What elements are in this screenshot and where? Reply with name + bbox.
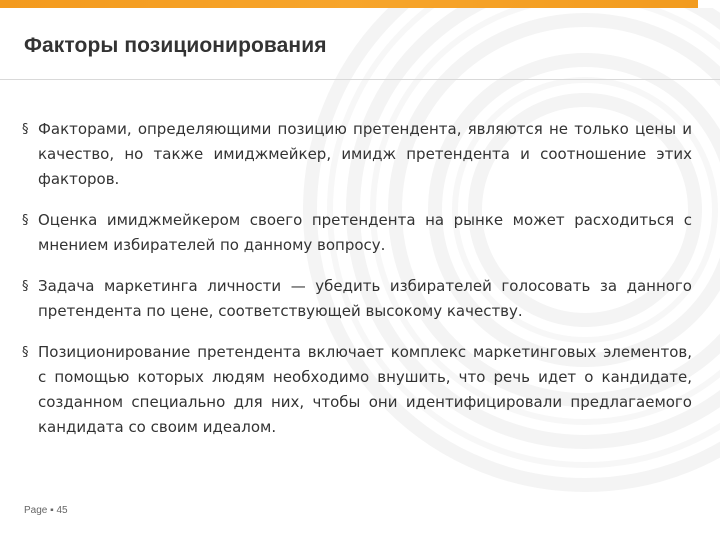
slide-title: Факторы позиционирования (24, 34, 327, 57)
bullet-item-2 (22, 208, 692, 258)
top-accent-band-end-inner (698, 0, 720, 8)
bullet-text-3: Задача маркетинга личности — убедить избирателей голосовать за данного претендента по цене, соответствующей высокому качеству. (38, 277, 692, 320)
top-accent-band-end (698, 0, 720, 8)
top-accent-band-orange (0, 0, 698, 8)
bullet-item-1 (22, 117, 692, 192)
bullet-list (22, 117, 692, 456)
bullet-item-3 (22, 274, 692, 324)
top-accent-band (0, 0, 720, 8)
bullet-text-4: Позиционирование претендента включает комплекс маркетинговых элементов, с помощью которых людям необходимо внушить, что речь идет о кандидате, созданном специально для них, чтобы они идентифицировали предлагаемого кандидата со своим идеалом. (38, 343, 692, 436)
page-number: Page ▪ 45 (24, 505, 68, 516)
bullet-icon: § (22, 279, 29, 294)
bullet-icon: § (22, 213, 29, 228)
bullet-text-1: Факторами, определяющими позицию претендента, являются не только цены и качество, но также имиджмейкер, имидж претендента и соотношение этих факторов. (38, 120, 692, 188)
title-divider (0, 79, 720, 80)
bullet-item-4 (22, 340, 692, 440)
bullet-text-2: Оценка имиджмейкером своего претендента на рынке может расходиться с мнением избирателей по данному вопросу. (38, 211, 692, 254)
bullet-icon: § (22, 345, 29, 360)
bullet-icon: § (22, 122, 29, 137)
